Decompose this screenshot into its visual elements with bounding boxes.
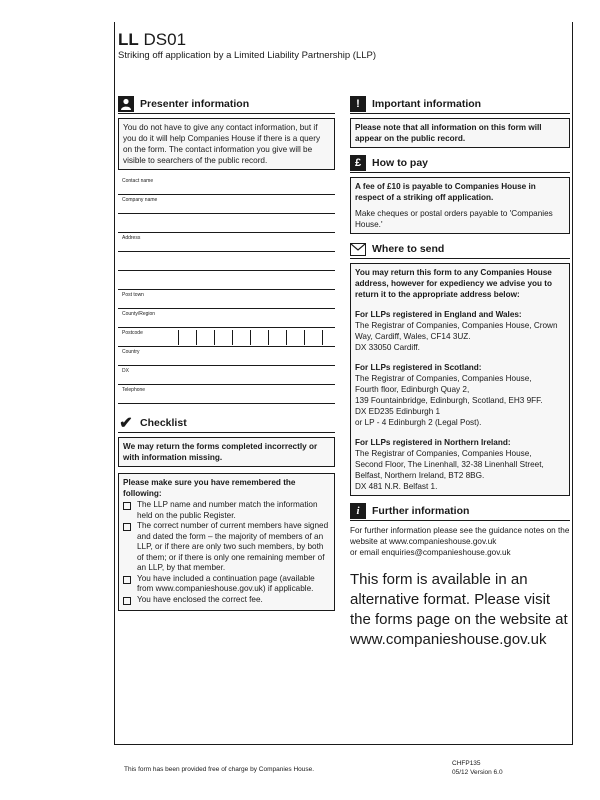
where-to-send-box (350, 263, 570, 496)
county-field[interactable]: County/Region (118, 309, 335, 328)
checkbox-icon[interactable] (123, 597, 131, 605)
ni-heading: For LLPs registered in Northern Ireland: (355, 438, 511, 447)
where-to-send-header: Where to send (350, 240, 570, 259)
telephone-field[interactable]: Telephone (118, 385, 335, 404)
checklist-item[interactable]: The correct number of current members have signed and dated the form – the majority of members of an LLP, or if there are only two such members, by both of them; or if there is only one remaining member of an LLP, by that member. (123, 521, 330, 574)
england-dx: DX 33050 Cardiff. (355, 343, 420, 352)
post-town-field[interactable]: Post town (118, 290, 335, 309)
ni-line: Second Floor, The Linenhall, 32-38 Linenhall Street, (355, 460, 544, 469)
tick-icon: ✔ (119, 415, 133, 432)
postcode-field[interactable]: Postcode (118, 328, 335, 347)
checklist-warning: We may return the forms completed incorrectly or with information missing. (118, 437, 335, 467)
important-text: Please note that all information on this form will appear on the public record. (350, 118, 570, 148)
postcode-boxes (178, 330, 340, 346)
scotland-line: Fourth floor, Edinburgh Quay 2, (355, 385, 470, 394)
presenter-intro: You do not have to give any contact information, but if you do it will help Companies House if there is a query on the form. The contact information you give will be visible to searchers of the public record. (118, 118, 335, 170)
address-field[interactable]: Address (118, 233, 335, 252)
checklist-item[interactable]: The LLP name and number match the information held on the public Register. (123, 500, 330, 521)
frame-left-rule (114, 22, 115, 744)
important-header: ! Important information (350, 95, 570, 114)
presenter-header: Presenter information (118, 95, 335, 114)
checkbox-icon[interactable] (123, 502, 131, 510)
company-name-field[interactable]: Company name (118, 195, 335, 214)
how-to-pay-header: £ How to pay (350, 154, 570, 173)
form-code: LL DS01 (118, 30, 187, 49)
scotland-line: The Registrar of Companies, Companies House, (355, 374, 532, 383)
person-icon (118, 96, 134, 112)
company-name-field-2[interactable] (118, 214, 335, 233)
presenter-fields (118, 176, 335, 404)
scotland-line: 139 Fountainbridge, Edinburgh, Scotland, EH3 9FF. (355, 396, 543, 405)
checkbox-icon[interactable] (123, 523, 131, 531)
form-subtitle: Striking off application by a Limited Liability Partnership (LLP) (118, 50, 377, 61)
checklist-item[interactable]: You have included a continuation page (available from www.companieshouse.gov.uk) if applicable. (123, 574, 330, 595)
address-field-3[interactable] (118, 271, 335, 290)
cheques-text: Make cheques or postal orders payable to 'Companies House.' (355, 209, 553, 229)
dx-field[interactable]: DX (118, 366, 335, 385)
ni-line: Belfast, Northern Ireland, BT2 8BG. (355, 471, 485, 480)
ni-line: The Registrar of Companies, Companies House, (355, 449, 532, 458)
checklist-box (118, 473, 335, 611)
further-text: For further information please see the guidance notes on the website at www.companieshouse.gov.uk or email enquiries@companieshouse.gov.uk (350, 526, 570, 557)
checklist-heading: Please make sure you have remembered the following: (123, 478, 296, 498)
exclamation-icon: ! (350, 96, 366, 112)
pound-icon: £ (350, 155, 366, 171)
contact-name-field[interactable]: Contact name (118, 176, 335, 195)
frame-right-rule (572, 22, 573, 744)
scotland-heading: For LLPs registered in Scotland: (355, 363, 482, 372)
fee-text: A fee of £10 is payable to Companies House in respect of a striking off application. (355, 182, 536, 202)
scotland-line: or LP - 4 Edinburgh 2 (Legal Post). (355, 418, 482, 427)
alternative-format-text: This form is available in an alternative format. Please visit the forms page on the website at www.companieshouse.gov.uk (350, 571, 568, 648)
where-to-send-intro: You may return this form to any Companies House address, however for expediency we advise you to return it to the appropriate address below: (355, 268, 553, 299)
england-address: The Registrar of Companies, Companies House, Crown Way, Cardiff, Wales, CF14 3UZ. (355, 321, 558, 341)
checklist-header: ✔ Checklist (118, 414, 335, 433)
left-column (118, 95, 335, 611)
further-info-header: i Further information (350, 502, 570, 521)
footer-note: This form has been provided free of charge by Companies House. (124, 766, 315, 773)
frame-bottom-rule (114, 744, 573, 745)
checkbox-icon[interactable] (123, 576, 131, 584)
right-column (350, 95, 570, 650)
info-icon: i (350, 503, 366, 519)
address-field-2[interactable] (118, 252, 335, 271)
checklist-item[interactable]: You have enclosed the correct fee. (123, 595, 330, 606)
england-heading: For LLPs registered in England and Wales: (355, 310, 522, 319)
envelope-icon (350, 243, 366, 256)
country-field[interactable]: Country (118, 347, 335, 366)
how-to-pay-box (350, 177, 570, 234)
scotland-line: DX ED235 Edinburgh 1 (355, 407, 441, 416)
ni-line: DX 481 N.R. Belfast 1. (355, 482, 438, 491)
footer-version: CHFP135 05/12 Version 6.0 (452, 760, 503, 776)
